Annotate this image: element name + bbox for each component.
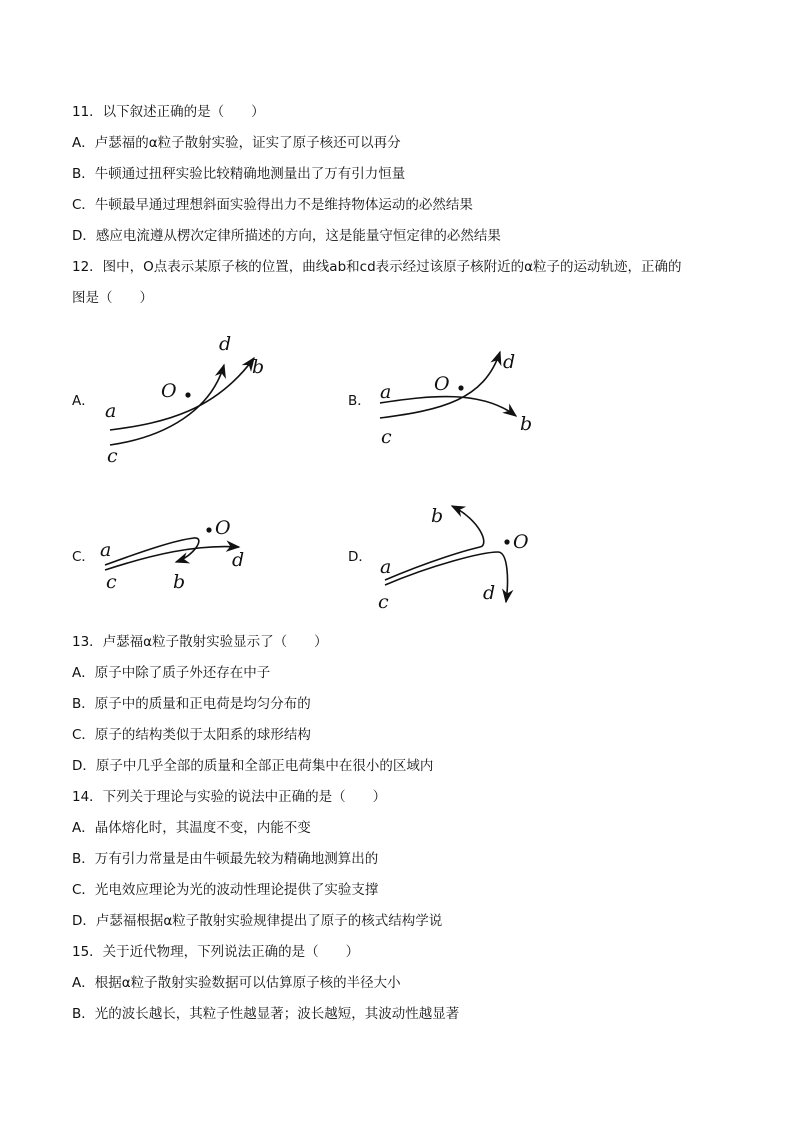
nucleus-o [185, 392, 190, 397]
q12-figure-b-label: B． [348, 393, 371, 409]
q12-figure-c-label: C． [72, 549, 95, 565]
label-c: c [378, 591, 389, 613]
label-b: b [520, 413, 533, 435]
trajectory-ab [380, 397, 516, 416]
q12-figure-d [372, 500, 542, 615]
trajectory-cd [110, 365, 224, 445]
label-d: d [503, 351, 516, 373]
q12-figure-c [96, 510, 276, 600]
label-d: d [483, 582, 496, 604]
label-b: b [173, 571, 186, 593]
q13-option-b: B．原子中的质量和正电荷是均匀分布的 [72, 696, 311, 712]
q15-option-a: A．根据α粒子散射实验数据可以估算原子核的半径大小 [72, 975, 401, 991]
nucleus-o [504, 539, 509, 544]
label-o: O [434, 373, 450, 395]
q15-option-b: B．光的波长越长，其粒子性越显著；波长越短，其波动性越显著 [72, 1006, 460, 1022]
q12-figure-b [372, 340, 552, 450]
label-a: a [380, 381, 392, 403]
q11-option-b: B．牛顿通过扭秤实验比较精确地测量出了万有引力恒量 [72, 166, 406, 182]
q11-option-a: A．卢瑟福的α粒子散射实验，证实了原子核还可以再分 [72, 135, 401, 151]
label-o: O [513, 531, 529, 553]
label-c: c [107, 445, 118, 467]
q12-figure-a-label: A． [72, 393, 95, 409]
q14-option-a: A．晶体熔化时，其温度不变，内能不变 [72, 820, 311, 836]
q11-option-c: C．牛顿最早通过理想斜面实验得出力不是维持物体运动的必然结果 [72, 197, 473, 213]
q11-option-d: D．感应电流遵从楞次定律所描述的方向，这是能量守恒定律的必然结果 [72, 228, 501, 244]
label-b: b [431, 505, 444, 527]
label-a: a [100, 539, 112, 561]
q14-option-c: C．光电效应理论为光的波动性理论提供了实验支撑 [72, 882, 379, 898]
label-d: d [219, 333, 232, 355]
q12-stem-line1: 12．图中，O点表示某原子核的位置，曲线ab和cd表示经过该原子核附近的α粒子的运动轨迹，正确的 [72, 259, 682, 275]
q13-option-a: A．原子中除了质子外还存在中子 [72, 665, 271, 681]
trajectory-ab [105, 538, 199, 565]
label-d: d [232, 549, 245, 571]
q14-stem: 14．下列关于理论与实验的说法中正确的是（ ） [72, 789, 387, 805]
label-c: c [381, 426, 392, 448]
q14-option-d: D．卢瑟福根据α粒子散射实验规律提出了原子的核式结构学说 [72, 913, 443, 929]
nucleus-o [458, 385, 463, 390]
q15-stem: 15．关于近代物理，下列说法正确的是（ ） [72, 944, 360, 960]
q11-stem: 11．以下叙述正确的是（ ） [72, 104, 265, 120]
label-c: c [106, 571, 117, 593]
q12-stem-line2: 图是（ ） [72, 290, 153, 306]
nucleus-o [206, 527, 211, 532]
q13-stem: 13．卢瑟福α粒子散射实验显示了（ ） [72, 634, 328, 650]
q13-option-d: D．原子中几乎全部的质量和全部正电荷集中在很小的区域内 [72, 758, 434, 774]
q12-figure-a [96, 325, 296, 470]
label-b: b [252, 356, 265, 378]
q12-figure-d-label: D． [348, 549, 372, 565]
label-o: O [161, 380, 177, 402]
label-a: a [380, 556, 392, 578]
q14-option-b: B．万有引力常量是由牛顿最先较为精确地测算出的 [72, 851, 379, 867]
q13-option-c: C．原子的结构类似于太阳系的球形结构 [72, 727, 311, 743]
label-o: O [215, 517, 231, 539]
label-a: a [105, 400, 117, 422]
